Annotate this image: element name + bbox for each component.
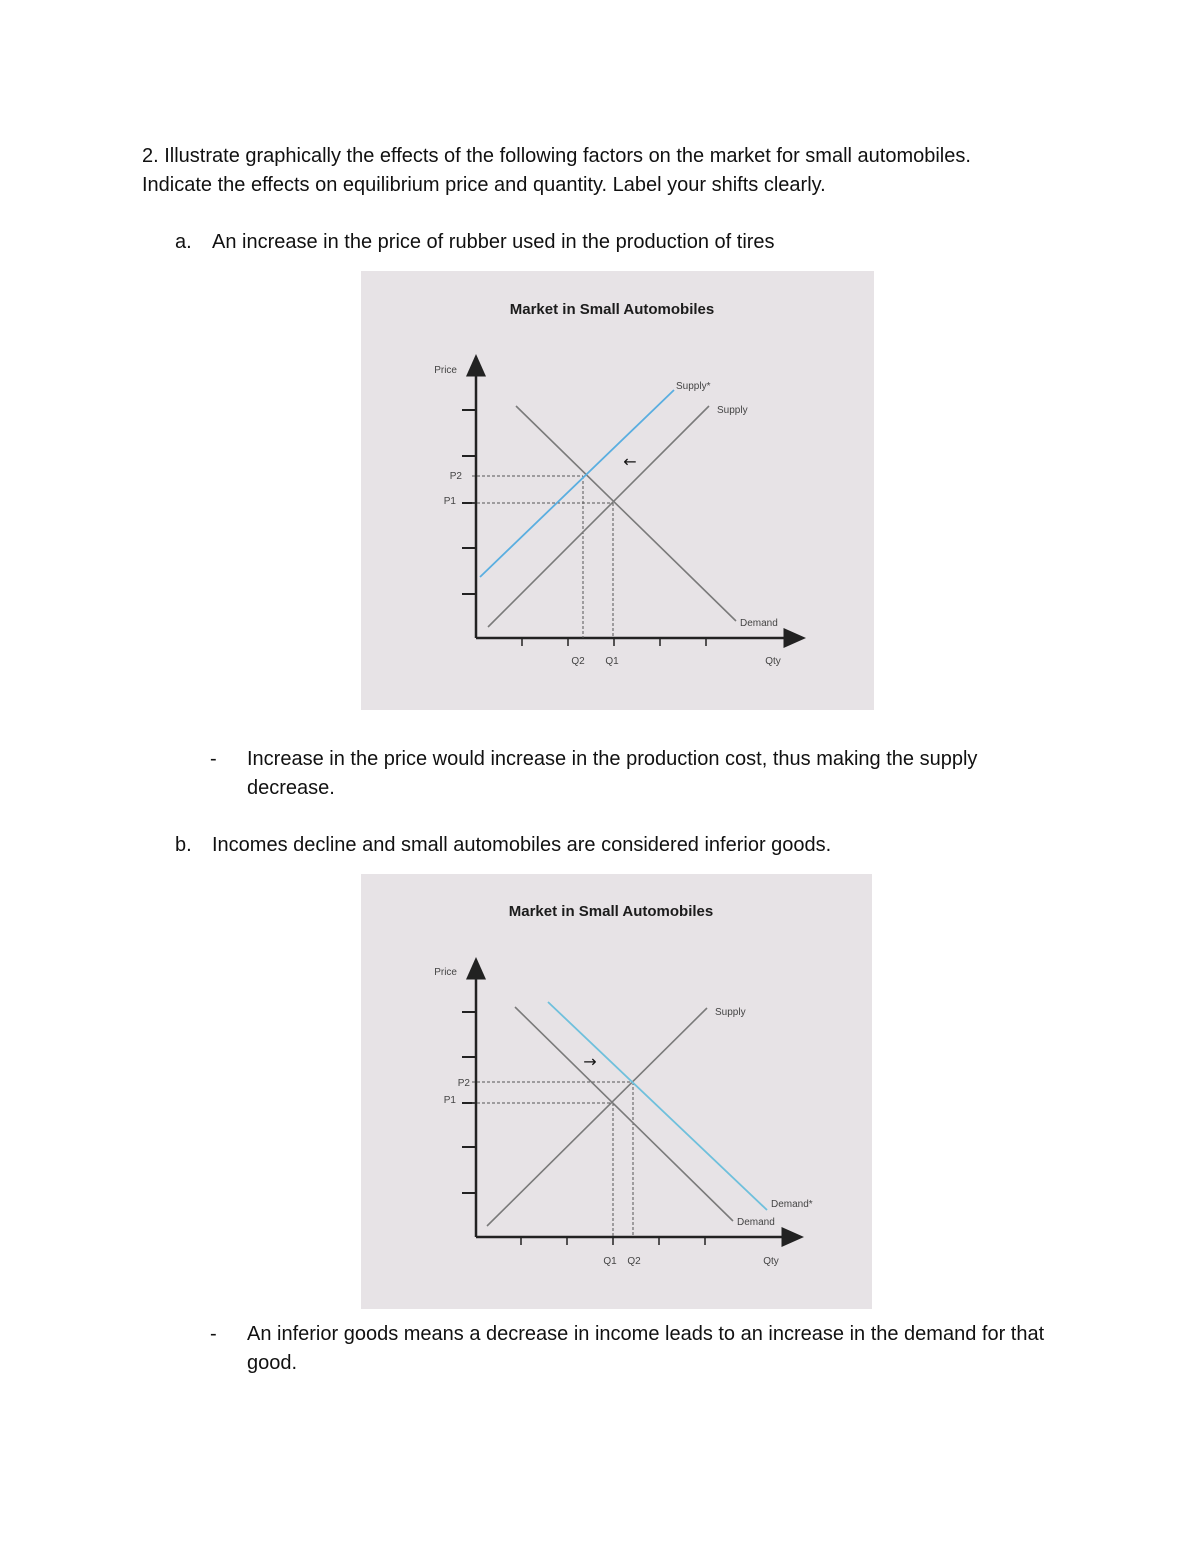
chart-a-ylabel: Price	[434, 365, 457, 376]
chart-b-y-tick-p2: P2	[457, 1078, 470, 1089]
chart-a-x-tick-q1: Q1	[605, 656, 619, 667]
chart-a-shift-arrow: ←	[623, 452, 637, 471]
chart-a-demand-line	[516, 406, 736, 621]
chart-a-guides	[472, 476, 613, 638]
part-a-text: An increase in the price of rubber used in the production of tires	[212, 231, 775, 253]
chart-b-xlabel: Qty	[763, 1256, 779, 1267]
question-line-2: Indicate the effects on equilibrium price and quantity. Label your shifts clearly.	[142, 174, 826, 196]
chart-b-supply-line	[487, 1008, 707, 1226]
chart-a-supply-shifted-line	[480, 390, 674, 577]
figure-b	[361, 874, 872, 1309]
chart-b-title: Market in Small Automobiles	[508, 903, 714, 920]
chart-a-series-1-label: Supply	[717, 405, 748, 416]
chart-a-svg	[361, 271, 874, 710]
chart-a-title: Market in Small Automobiles	[509, 301, 715, 318]
chart-a-y-tick-p2: P2	[449, 471, 462, 482]
chart-b-shift-arrow: →	[583, 1052, 597, 1071]
chart-a-supply-line	[488, 406, 709, 627]
part-b-answer-text: An inferior goods means a decrease in income leads to an increase in the demand for that good.	[247, 1323, 1045, 1374]
chart-b-series-2-label: Demand*	[771, 1199, 813, 1210]
question-line-1: 2. Illustrate graphically the effects of the following factors on the market for small automobiles.	[142, 145, 971, 167]
part-b-letter: b.	[175, 834, 192, 856]
chart-a-series-0-label: Supply*	[676, 381, 711, 392]
chart-b-x-tick-q1: Q1	[603, 1256, 617, 1267]
chart-b-demand-shifted-line	[548, 1002, 767, 1210]
chart-b-y-tick-p1: P1	[443, 1095, 456, 1106]
chart-a-y-ticks	[462, 410, 476, 594]
part-a-answer-dash: -	[210, 748, 217, 770]
chart-b-svg	[361, 874, 872, 1309]
part-b-answer-dash: -	[210, 1323, 217, 1345]
figure-a	[361, 271, 874, 710]
chart-b-ylabel: Price	[434, 967, 457, 978]
part-a-answer-text: Increase in the price would increase in the production cost, thus making the supply decrease.	[247, 748, 978, 799]
part-a-letter: a.	[175, 231, 192, 253]
chart-a-y-tick-p1: P1	[443, 496, 456, 507]
part-b-text: Incomes decline and small automobiles are considered inferior goods.	[212, 834, 832, 856]
chart-a-xlabel: Qty	[765, 656, 781, 667]
chart-a-x-tick-q2: Q2	[571, 656, 585, 667]
chart-b-series-0-label: Supply	[715, 1007, 746, 1018]
chart-b-demand-line	[515, 1007, 733, 1221]
chart-a-series-2-label: Demand	[740, 618, 778, 629]
chart-b-series-1-label: Demand	[737, 1217, 775, 1228]
chart-b-x-tick-q2: Q2	[627, 1256, 641, 1267]
